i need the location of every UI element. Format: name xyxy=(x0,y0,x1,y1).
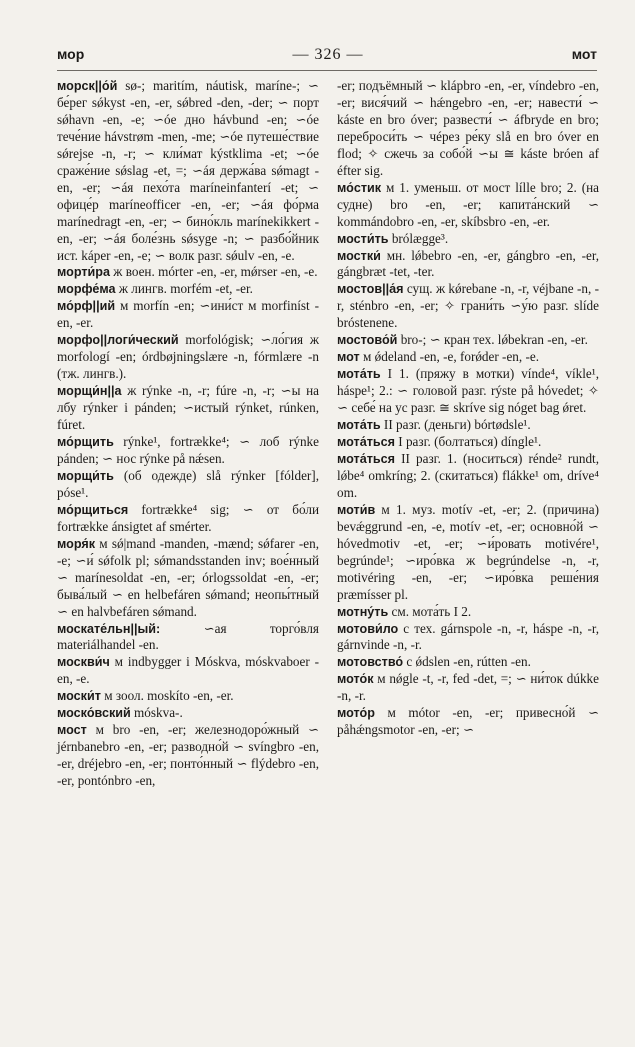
dictionary-entry xyxy=(57,332,319,383)
dictionary-entry xyxy=(337,78,599,180)
headword: мо́стик xyxy=(337,180,382,195)
dictionary-entry xyxy=(337,705,599,739)
headword: моря́к xyxy=(57,536,96,551)
entry-definition: ∽ая торго́вля materiálhandel -en. xyxy=(57,620,319,653)
dictionary-entry xyxy=(57,264,319,281)
entry-definition: мн. lǿbebro -en, -er, gángbro -en, -er, gángbræt -tet, -ter. xyxy=(337,247,599,280)
dictionary-entry xyxy=(57,468,319,502)
entry-definition: м indbygger i Móskva, móskvaboer -en, -e. xyxy=(57,654,319,687)
entry-definition: sø-; maritím, náutisk, maríne-; ∽ бе́рег sǿkyst -en, -er, sǿbred -den, -der; ∽ порт sǿhavn -en, -e; ∽óe дно hávbund -en; ∽óe тече́ние hávstrøm -men, -me; ∽óe путеше́ствие sǿrejse -n, -r; ∽ кли́мат kýstklima -et; ∽óe сраже́ние sǿslag -et, =; ∽áя держа́ва sǿmagt -en, -er; ∽áя пехо́та maríneinfanterí -et; ∽ офице́р maríneofficer -en, -er; ∽áя фо́рма marínedragt -en, -er; ∽ бино́кль marínekikkert -en, -er; ∽áя боле́знь sǿsyge -n; ∽ разбо́йник ист. káper -en, -e; ∽ волк разг. sǿulv -en, -e. xyxy=(57,78,319,263)
headword: мо́рф||ий xyxy=(57,299,116,314)
dictionary-entry xyxy=(57,78,319,264)
entry-definition: м morfín -en; ∽ини́ст м morfiníst -en, -er. xyxy=(57,298,319,331)
headword: моско́вский xyxy=(57,706,131,721)
entry-definition: brólægge³. xyxy=(388,230,449,246)
dictionary-entry xyxy=(337,332,599,349)
dictionary-entry xyxy=(57,722,319,790)
headword: москате́льн||ый: xyxy=(57,621,161,636)
entry-definition: м 1. муз. motív -et, -er; 2. (причина) bevǽggrund -en, -e, motív -et, -er; основно́й ∽ hóvedmotiv -et, -er; ∽и́ровать motivére¹, begrúnde¹; ∽иро́вка ж begrúndelse -n, -r, motivéring -en, -er; ∽иро́вка реше́ния præmísser pl. xyxy=(337,501,599,602)
dictionary-entry xyxy=(337,434,599,451)
entry-definition: móskva-. xyxy=(130,705,183,721)
dictionary-entry xyxy=(57,705,319,722)
headword: мост xyxy=(57,723,87,738)
headword: мо́рщиться xyxy=(57,502,129,517)
dictionary-entry xyxy=(337,366,599,417)
entry-definition: ж воен. mórter -en, -er, mǿrser -en, -e. xyxy=(109,264,318,280)
headword: мота́ть xyxy=(337,418,381,433)
dictionary-entry xyxy=(57,536,319,621)
dictionary-entry xyxy=(57,298,319,332)
headword: моски́т xyxy=(57,689,101,704)
headword: мот xyxy=(337,350,360,365)
dictionary-entry xyxy=(57,621,319,655)
entry-definition: ж rýnke -n, -r; fúre -n, -r; ∽ы на лбу rýnker i pánden; ∽истый rýnket, rúnken, fúret. xyxy=(57,383,319,433)
headword: мостово́й xyxy=(337,333,398,348)
entry-definition: с тех. gárnspole -n, -r, háspe -n, -r, gárnvinde -n, -r. xyxy=(337,620,599,653)
entry-definition: с ǿdslen -en, rútten -en. xyxy=(403,654,531,670)
entry-definition: I разг. (болтаться) díngle¹. xyxy=(394,434,542,450)
entry-definition: м mótor -en, -er; привесно́й ∽ påhǽngsmotor -en, -er; ∽ xyxy=(337,705,599,738)
headword: морфо||логи́ческий xyxy=(57,333,179,348)
headword: мота́ться xyxy=(337,451,395,466)
headword: морщи́ть xyxy=(57,468,114,483)
headword: мото́к xyxy=(337,672,374,687)
page-header xyxy=(57,46,597,68)
headword: морти́ра xyxy=(57,265,110,280)
dictionary-entry xyxy=(337,349,599,366)
entry-definition: rýnke¹, fortrække⁴; ∽ лоб rýnke pánden; ∽ нос rýnke på nǽsen. xyxy=(57,434,319,466)
entry-definition: м nǿgle -t, -r, fed -det, =; ∽ ни́ток dúkke -n, -r. xyxy=(337,671,599,704)
dictionary-entry xyxy=(57,688,319,705)
dictionary-entry xyxy=(337,248,599,282)
dictionary-entry xyxy=(337,604,599,621)
dictionary-entry xyxy=(337,417,599,434)
dictionary-entry xyxy=(337,451,599,502)
entry-definition: ж лингв. morfém -et, -er. xyxy=(115,281,253,297)
entry-definition: м 1. уменьш. от мост lílle bro; 2. (на судне) bro -en, -er; капита́нский ∽ kommándobro -en, -er, skíbsbro -en, -er. xyxy=(337,179,599,229)
dictionary-entry xyxy=(337,671,599,705)
headword: мости́ть xyxy=(337,231,389,246)
dictionary-entry xyxy=(337,654,599,671)
headword: мотови́ло xyxy=(337,621,399,636)
headword: морск||о́й xyxy=(57,79,118,93)
headword: москви́ч xyxy=(57,655,110,670)
header-rule xyxy=(57,70,597,71)
header-guide-word-right: мот xyxy=(571,46,597,62)
headword: морщи́н||а xyxy=(57,384,122,399)
headword: мо́рщить xyxy=(57,435,114,450)
dictionary-entry xyxy=(57,434,319,468)
headword: мотовство́ xyxy=(337,655,404,670)
dictionary-entry xyxy=(337,281,599,332)
entry-definition: morfológisk; ∽ло́гия ж morfologí -en; órdbøjningslære -n, fórmlære -n (тж. лингв.). xyxy=(57,332,319,382)
entry-definition: II разг. (деньги) bórtødsle¹. xyxy=(380,417,531,433)
headword: морфе́ма xyxy=(57,282,116,297)
headword: мостов||а́я xyxy=(337,282,404,297)
entry-definition: м sǿ|mand -manden, -mænd; sǿfarer -en, -e; ∽и́ sǿfolk pl; sǿmandsstanden inv; вое́нный ∽ marínesoldat -en, -er; órlogssoldat -en, -er; быва́лый ∽ en helbefáren sǿmand; неопы́тный ∽ en halvbefáren sǿmand. xyxy=(57,535,319,619)
dictionary-entry xyxy=(57,502,319,536)
dictionary-entry xyxy=(337,502,599,604)
entry-definition: bro-; ∽ кран тех. lǿbekran -en, -er. xyxy=(397,332,588,348)
dictionary-entry xyxy=(337,231,599,248)
headword: мото́р xyxy=(337,706,375,721)
entry-definition: сущ. ж kǿrebane -n, -r, véjbane -n, -r, sténbro -en, -er; ✧ грани́ть ∽у́ю разг. slíde bróstenene. xyxy=(337,281,599,331)
entry-definition: fortrække⁴ sig; ∽ от бо́ли fortrække ánsigtet af smérter. xyxy=(57,501,319,534)
entry-definition: I 1. (пряжу в мотки) vínde⁴, víkle¹, háspe¹; 2.: ∽ головой разг. rýste på hóvedet; ✧ ∽ себе́ на ус разг. ≅ skríve sig nóget bag ǿret. xyxy=(337,366,599,416)
header-guide-word-left: мор xyxy=(57,46,85,62)
dictionary-entry xyxy=(337,180,599,231)
headword: моти́в xyxy=(337,502,376,517)
page-number: — 326 — xyxy=(292,46,364,63)
headword: мота́ть xyxy=(337,367,381,382)
entry-definition: м зоол. moskíto -en, -er. xyxy=(100,688,234,704)
dictionary-entry xyxy=(57,383,319,434)
right-column xyxy=(337,78,599,739)
dictionary-entry xyxy=(57,654,319,688)
entry-definition: II разг. 1. (носиться) rénde² rundt, lǿbe⁴ omkríng; 2. (скитаться) flákke¹ om, dríve⁴ om. xyxy=(337,450,599,500)
entry-definition: м ǿdeland -en, -e, forǿder -en, -e. xyxy=(359,349,540,365)
entry-definition: -er; подъёмный ∽ klápbro -en, -er, víndebro -en, -er; вися́чий ∽ hǽngebro -en, -er; навести́ ∽ káste en bro óver; развести́ ∽ áfbryde en bro; переброси́ть ∽ чéрез ре́ку slå en bro óver en flod; ✧ сжечь за собо́й ∽ы ≅ káste bróen af éfter sig. xyxy=(337,78,599,178)
entry-definition: (об одежде) slå rýnker [fólder], póse¹. xyxy=(57,467,319,500)
entry-definition: см. мота́ть I 2. xyxy=(388,603,472,619)
entry-definition: м bro -en, -er; железнодоро́жный ∽ jérnbanebro -en, -er; разводно́й ∽ svíngbro -en, -er, dréjebro -en, -er; понто́нный ∽ flýdebro -en, -er, pontónbro -en, xyxy=(57,722,319,789)
headword: мотну́ть xyxy=(337,604,389,619)
dictionary-entry xyxy=(337,621,599,655)
headword: мота́ться xyxy=(337,435,395,450)
left-column xyxy=(57,78,319,790)
dictionary-entry xyxy=(57,281,319,298)
headword: мостки́ xyxy=(337,248,381,263)
